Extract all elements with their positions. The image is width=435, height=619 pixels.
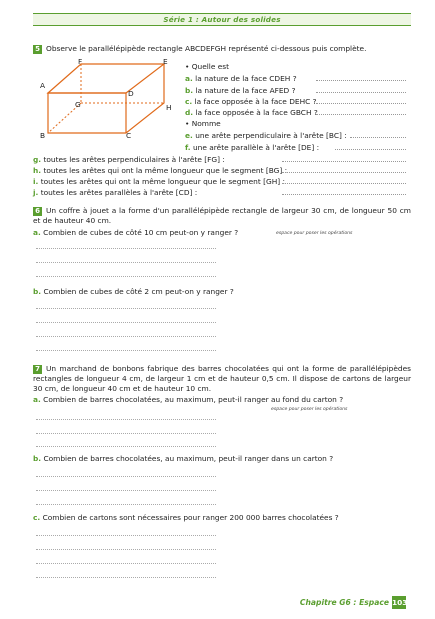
ex5-c-letter: c. — [185, 97, 193, 106]
answer-line-f[interactable] — [335, 149, 406, 150]
ex5-j-text: toutes les arêtes parallèles à l'arête [CD] : — [40, 188, 198, 197]
ex5-a-text: la nature de la face CDEH ? — [195, 74, 297, 83]
ex6-a-answer-line-2[interactable] — [36, 262, 216, 263]
ex5-e-letter: e. — [185, 131, 193, 140]
ex5-e-text: une arête perpendiculaire à l'arête [BC] : — [195, 131, 347, 140]
label-g: G — [75, 100, 81, 109]
ex5-intro: Observe le parallélépipède rectangle ABCDEFGH représenté ci-dessous puis complète. — [46, 44, 367, 53]
ex5-intro-row — [33, 44, 366, 54]
label-f: F — [78, 57, 83, 66]
ex7-question-b — [33, 454, 333, 463]
ex6-intro-row — [33, 206, 411, 226]
answer-line-g[interactable] — [282, 161, 406, 162]
ex5-question-f — [185, 143, 319, 152]
ex6-question-b — [33, 287, 234, 296]
ex7-a-answer-line-3[interactable] — [36, 446, 216, 447]
ex7-b-answer-line-1[interactable] — [36, 476, 216, 477]
ex6-a-answer-line-3[interactable] — [36, 276, 216, 277]
ex5-question-d — [185, 108, 318, 117]
ex7-a-answer-line-2[interactable] — [36, 433, 216, 434]
ex5-d-letter: d. — [185, 108, 194, 117]
ex5-question-i — [33, 177, 285, 186]
ex5-i-text: toutes les arêtes qui ont la même longueur que le segment [GH] : — [40, 177, 285, 186]
ex6-question-a — [33, 228, 238, 237]
label-c: C — [126, 131, 132, 140]
ex7-c-letter: c. — [33, 513, 41, 522]
label-h: H — [166, 103, 172, 112]
ex6-a-answer-line-1[interactable] — [36, 248, 216, 249]
ex7-question-a — [33, 395, 343, 404]
ex7-c-text: Combien de cartons sont nécessaires pour ranger 200 000 barres chocolatées ? — [42, 513, 339, 522]
ex5-question-b — [185, 86, 296, 95]
ex5-c-text: la face opposée à la face DEHC ? — [194, 97, 317, 106]
ex5-g-text: toutes les arêtes perpendiculaires à l'arête [FG] : — [43, 155, 225, 164]
ex7-c-answer-line-3[interactable] — [36, 563, 216, 564]
answer-line-c[interactable] — [316, 103, 406, 104]
page-number: 103 — [392, 598, 408, 607]
ex5-j-letter: j. — [33, 188, 39, 197]
ex7-b-letter: b. — [33, 454, 42, 463]
ex5-b-text: la nature de la face AFED ? — [195, 86, 296, 95]
ex5-g-letter: g. — [33, 155, 42, 164]
answer-line-e[interactable] — [350, 137, 406, 138]
ex6-b-text: Combien de cubes de côté 2 cm peut-on y ranger ? — [43, 287, 234, 296]
bullet-nomme: • Nomme — [185, 119, 221, 128]
answer-line-d[interactable] — [316, 114, 406, 115]
ex5-f-letter: f. — [185, 143, 191, 152]
front-face — [48, 93, 126, 133]
label-b: B — [40, 131, 46, 140]
label-e: E — [163, 57, 168, 66]
ex6-b-answer-line-1[interactable] — [36, 308, 216, 309]
ex5-h-letter: h. — [33, 166, 42, 175]
bullet-quelle-est: • Quelle est — [185, 62, 230, 71]
series-title: Série 1 : Autour des solides — [163, 15, 281, 24]
ex7-b-answer-line-3[interactable] — [36, 504, 216, 505]
chapter-label: Chapitre G6 : Espace — [299, 598, 389, 607]
ex7-a-letter: a. — [33, 395, 41, 404]
top-face — [48, 64, 164, 93]
ex6-b-answer-line-3[interactable] — [36, 336, 216, 337]
answer-line-b[interactable] — [316, 92, 406, 93]
ex6-b-answer-line-2[interactable] — [36, 322, 216, 323]
ex5-question-h — [33, 166, 287, 175]
label-a: A — [40, 81, 46, 90]
ex7-a-text: Combien de barres chocolatées, au maximum, peut-il ranger au fond du carton ? — [43, 395, 344, 404]
ex5-h-text: toutes les arêtes qui ont la même longueur que le segment [BG] : — [43, 166, 288, 175]
answer-line-a[interactable] — [316, 80, 406, 81]
cuboid-figure — [38, 56, 178, 142]
answer-line-i[interactable] — [282, 183, 406, 184]
ex5-question-a — [185, 74, 297, 83]
answer-line-h[interactable] — [282, 172, 406, 173]
right-face — [126, 64, 164, 133]
ex5-question-j — [33, 188, 197, 197]
ex7-c-answer-line-4[interactable] — [36, 577, 216, 578]
ex7-question-c — [33, 513, 339, 522]
ex6-a-letter: a. — [33, 228, 41, 237]
ex5-i-letter: i. — [33, 177, 39, 186]
ex5-question-c — [185, 97, 317, 106]
ex5-question-g — [33, 155, 225, 164]
ex5-number-badge: 5 — [33, 45, 42, 54]
ex7-operations-note: espace pour poser les opérations — [271, 407, 348, 412]
ex5-d-text: la face opposée à la face GBCH ? — [195, 108, 318, 117]
ex5-question-e — [185, 131, 347, 140]
ex6-operations-note: espace pour poser les opérations — [276, 231, 353, 236]
label-d: D — [128, 89, 134, 98]
ex7-b-answer-line-2[interactable] — [36, 490, 216, 491]
page-footer — [300, 596, 406, 609]
answer-line-j[interactable] — [282, 194, 406, 195]
ex6-number-badge: 6 — [33, 207, 42, 216]
ex6-a-text: Combien de cubes de côté 10 cm peut-on y ranger ? — [43, 228, 239, 237]
ex7-number-badge: 7 — [33, 365, 42, 374]
ex7-a-answer-line-1[interactable] — [36, 419, 216, 420]
ex5-a-letter: a. — [185, 74, 193, 83]
ex7-intro-row — [33, 364, 411, 394]
ex6-b-answer-line-4[interactable] — [36, 350, 216, 351]
ex7-intro: Un marchand de bonbons fabrique des barres chocolatées qui ont la forme de parallélépipèdes rectangles de longueur 4 cm, de largeur 1 cm et de hauteur 0,5 cm. Il dispose de cartons de largeur 30 cm, de longueur 40 cm et de hauteur 10 cm. — [33, 364, 411, 393]
ex6-intro: Un coffre à jouet a la forme d'un parallélépipède rectangle de largeur 30 cm, de longueur 50 cm et de hauteur 40 cm. — [33, 206, 411, 225]
ex5-f-text: une arête parallèle à l'arête [DE] : — [192, 143, 320, 152]
series-header — [33, 13, 411, 26]
ex5-b-letter: b. — [185, 86, 194, 95]
ex7-b-text: Combien de barres chocolatées, au maximum, peut-il ranger dans un carton ? — [43, 454, 334, 463]
ex7-c-answer-line-2[interactable] — [36, 549, 216, 550]
ex7-c-answer-line-1[interactable] — [36, 535, 216, 536]
ex6-b-letter: b. — [33, 287, 42, 296]
